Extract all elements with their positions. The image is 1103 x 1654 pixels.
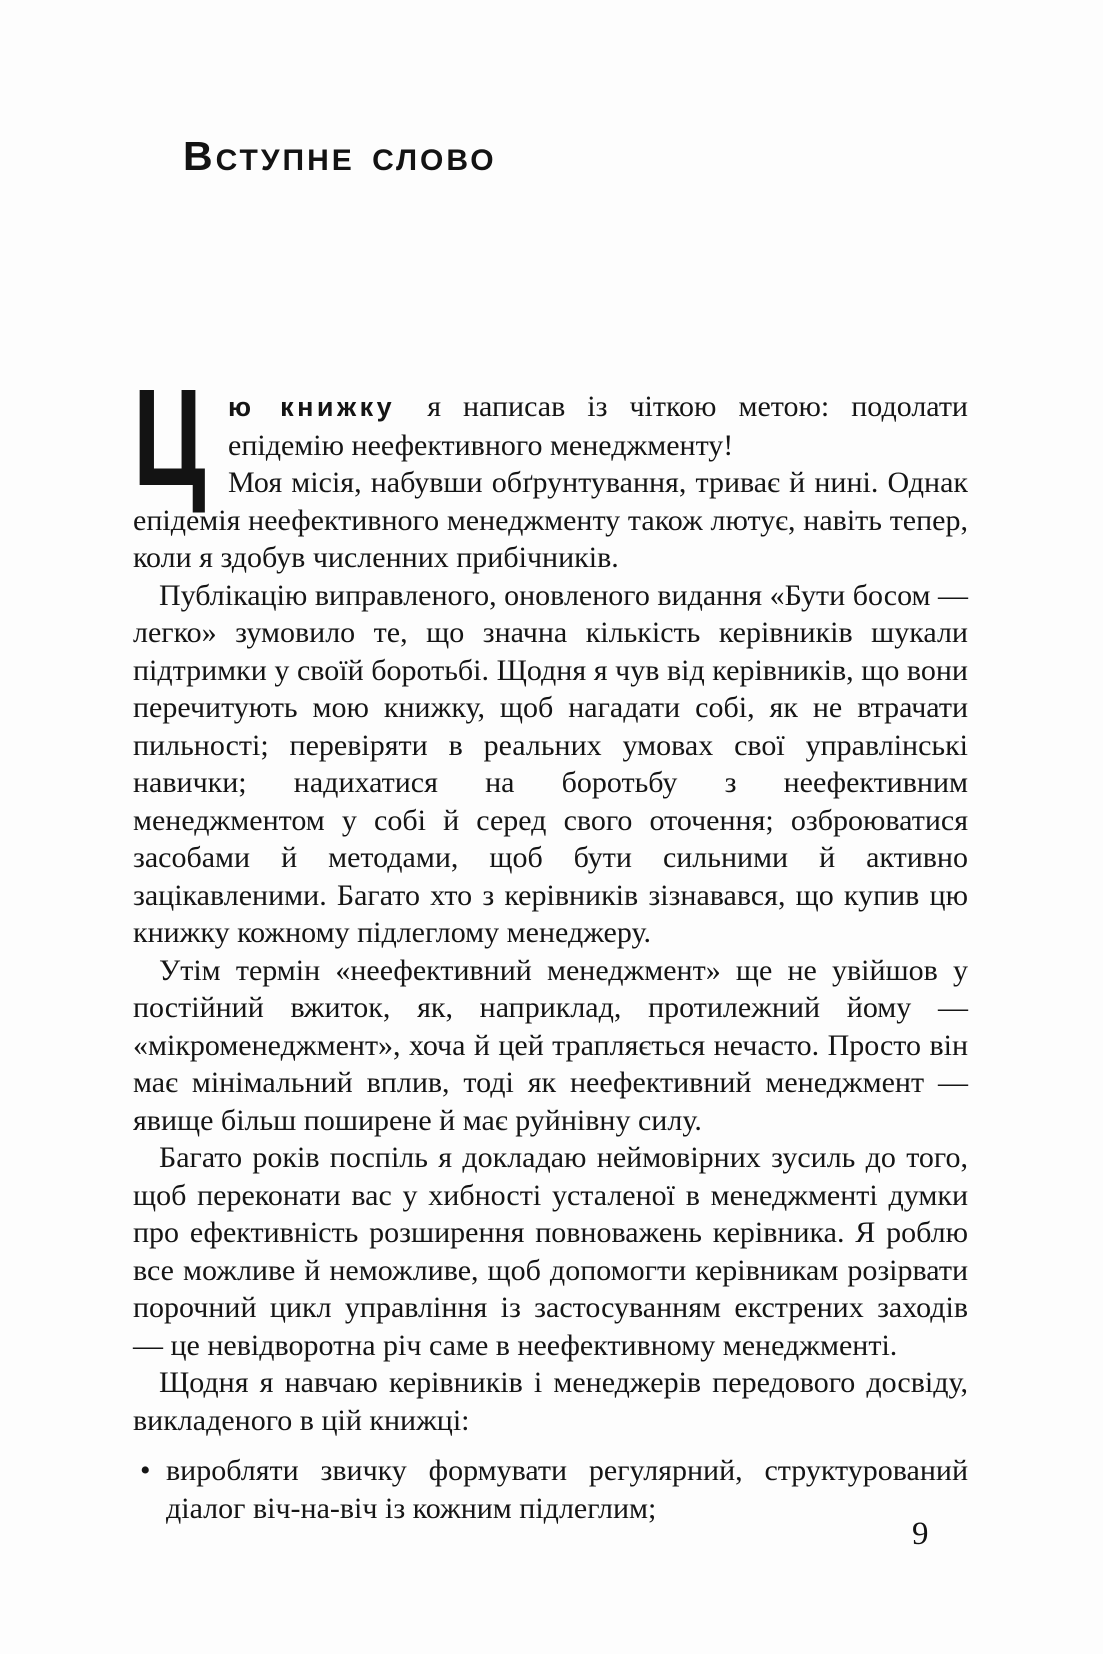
opening-rest-text: я написав із чіткою метою: подолати епідемію неефективного менеджменту! xyxy=(228,390,968,462)
body-text xyxy=(133,361,968,1527)
opening-paragraph xyxy=(133,388,968,464)
paragraph: Моя місія, набувши обґрунтування, триває й нині. Однак епідемія неефективного менеджменту також лютує, навіть тепер, коли я здобув численних прибічників. xyxy=(133,466,968,574)
paragraph: Публікацію виправленого, оновленого видання «Бути босом — легко» зумовило те, що значна кількість керівників шукали підтримки у своїй боротьбі. Щодня я чув від керівників, що вони перечитують мою книжку, щоб нагадати собі, як не втрачати пильності; перевіряти в реальних умовах свої управлінські навички; надихатися на боротьбу з неефективним менеджментом у собі й серед свого оточення; озброюватися засобами й методами, щоб бути сильними й активно зацікавленими. Багато хто з керівників зізнавався, що купив цю книжку кожному підлеглому менеджеру. xyxy=(133,578,968,949)
opening-bold-text: ю книжку xyxy=(228,392,396,422)
paragraph: Багато років поспіль я докладаю неймовірних зусиль до того, щоб переконати вас у хибності усталеної в менеджменті думки про ефективність розширення повноважень керівника. Я роблю все можливе й неможливе, щоб допомогти керівникам розірвати порочний цикл управління із застосуванням екстрених заходів — це невідворотна річ саме в неефективному менеджменті. xyxy=(133,1141,968,1362)
bullet-text: виробляти звичку формувати регулярний, структурований діалог віч-на-віч із кожним підлеглим; xyxy=(166,1454,968,1525)
page-number: 9 xyxy=(912,1516,929,1552)
paragraph: Щодня я навчаю керівників і менеджерів передового досвіду, викладеного в цій книжці: xyxy=(133,1366,968,1437)
chapter-title: ВСТУПНЕ СЛОВО xyxy=(183,133,497,179)
bullet-icon: • xyxy=(140,1454,151,1487)
list-item xyxy=(133,1452,968,1527)
paragraph: Утім термін «неефективний менеджмент» ще не увійшов у постійний вжиток, як, наприклад, протилежний йому — «мікроменеджмент», хоча й цей трапляється нечасто. Просто він має мінімальний вплив, тоді як неефективний менеджмент — явище більш поширене й має руйнівну силу. xyxy=(133,953,968,1137)
dropcap-letter: Ц xyxy=(133,361,206,515)
dropcap xyxy=(133,361,211,515)
